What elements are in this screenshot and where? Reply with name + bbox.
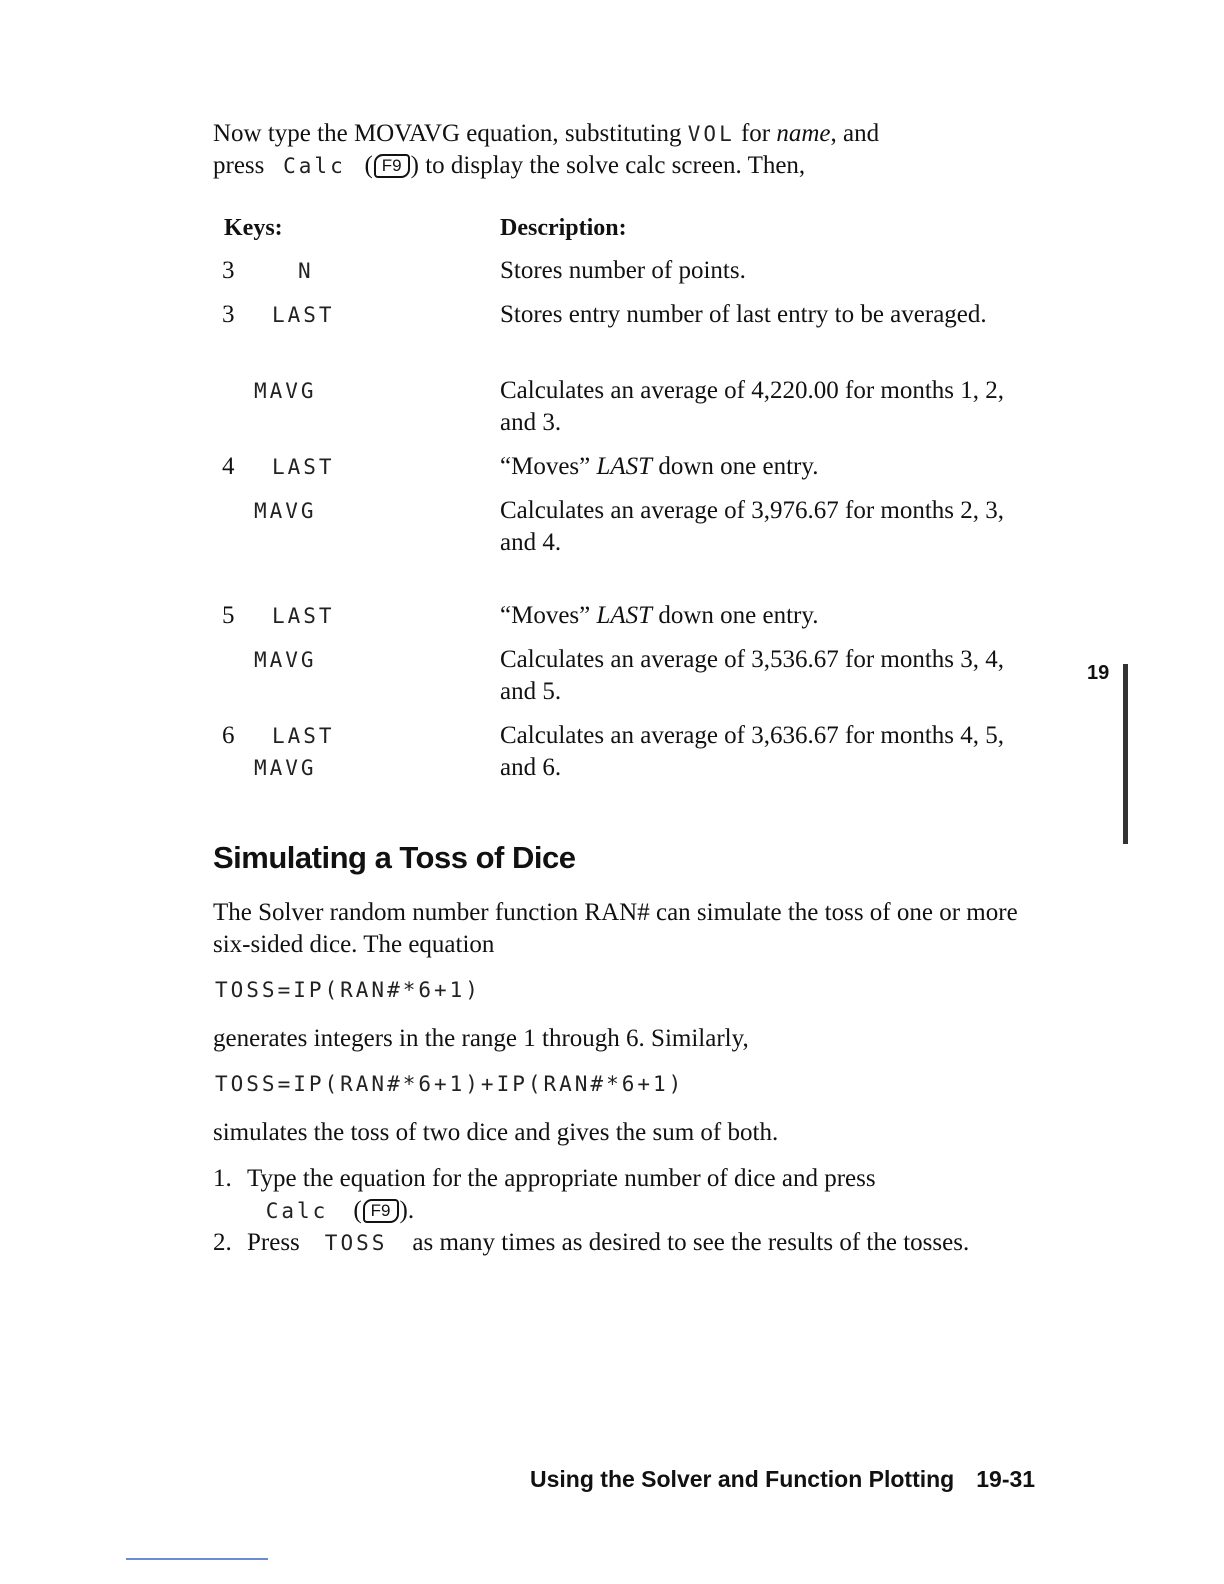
desc-moves: “Moves” — [500, 602, 591, 629]
desc-down: down one entry. — [658, 602, 819, 629]
list-item — [213, 1227, 1053, 1259]
equation-single-die: TOSS=IP(RAN#*6+1) — [215, 978, 481, 1002]
open-paren: ( — [364, 152, 373, 179]
section-title: Simulating a Toss of Dice — [213, 840, 576, 875]
intro-name-variable: name — [776, 120, 831, 147]
row-description: Stores number of points. — [500, 257, 746, 284]
intro-press-word: press — [213, 152, 265, 179]
row-number: 5 — [222, 602, 235, 629]
row-description: Calculates an average of 3,976.67 for months 2, 3, and 4. — [500, 497, 1005, 556]
list-item: 1. Type the equation for the appropriate number of dice and press Calc ( F9 ). — [213, 1165, 876, 1224]
page-footer — [530, 1466, 1035, 1493]
row-key: MAVG — [254, 648, 317, 672]
calc-menu-label: Calc — [283, 154, 346, 178]
calc-menu-label: Calc — [265, 1199, 329, 1223]
desc-last-variable: LAST — [596, 453, 653, 480]
row-description: Calculates an average of 3,536.67 for months 3, 4, and 5. — [500, 646, 1005, 705]
step-press: Press — [247, 1229, 300, 1256]
f9-key-icon: F9 — [363, 1199, 399, 1223]
row-description — [500, 451, 1040, 483]
step-text: as many times as desired to see the results of the tosses. — [412, 1229, 970, 1256]
row-description: Stores entry number of last entry to be averaged. — [500, 301, 987, 328]
intro-paragraph — [213, 118, 1033, 182]
close-paren: ) — [410, 152, 419, 179]
row-key: LAST — [272, 303, 335, 327]
f9-key-icon: F9 — [374, 154, 410, 178]
keys-header: Keys: — [224, 215, 283, 241]
row-description — [500, 600, 1040, 632]
desc-moves: “Moves” — [500, 453, 591, 480]
equation-two-dice: TOSS=IP(RAN#*6+1)+IP(RAN#*6+1) — [215, 1072, 685, 1096]
row-number: 3 — [222, 257, 235, 284]
row-description: Calculates an average of 4,220.00 for months 1, 2, and 3. — [500, 377, 1005, 436]
row-key: MAVG — [254, 499, 317, 523]
description-header: Description: — [500, 215, 627, 241]
intro-text-1: Now type the MOVAVG equation, substituting — [213, 120, 682, 147]
row-key: MAVG — [254, 379, 317, 403]
corner-divider — [126, 1558, 268, 1560]
chapter-tab-label: 19 — [1087, 662, 1110, 684]
paragraph-simulates: simulates the toss of two dice and gives the sum of both. — [213, 1119, 779, 1146]
row-number: 6 — [222, 722, 235, 749]
row-key: LAST — [272, 724, 335, 748]
row-key: LAST — [272, 455, 335, 479]
step-text: Type the equation for the appropriate number of dice and press — [247, 1165, 876, 1192]
desc-last-variable: LAST — [596, 602, 653, 629]
vol-menu-label: VOL — [687, 122, 735, 146]
step-list — [213, 1163, 1053, 1259]
row-number: 3 — [222, 301, 235, 328]
row-description: Calculates an average of 3,636.67 for months 4, 5, and 6. — [500, 722, 1005, 781]
row-key: N — [298, 259, 314, 283]
row-key: LAST — [272, 604, 335, 628]
desc-down: down one entry. — [658, 453, 819, 480]
paragraph-intro: The Solver random number function RAN# can simulate the toss of one or more six-sided dice. The equation — [213, 899, 1018, 958]
toss-menu-label: TOSS — [324, 1231, 388, 1255]
footer-title: Using the Solver and Function Plotting — [530, 1466, 955, 1492]
intro-text-2: for — [740, 120, 771, 147]
row-key-secondary: MAVG — [254, 756, 317, 780]
paragraph-similarly: generates integers in the range 1 through 6. Similarly, — [213, 1025, 749, 1052]
intro-text-3: , and — [830, 120, 880, 147]
page-number: 19-31 — [976, 1466, 1036, 1492]
chapter-tab-bar — [1123, 664, 1128, 844]
intro-text-4: to display the solve calc screen. Then, — [425, 152, 806, 179]
row-number: 4 — [222, 453, 235, 480]
step-number: 1. — [213, 1165, 232, 1192]
step-number: 2. — [213, 1229, 232, 1256]
